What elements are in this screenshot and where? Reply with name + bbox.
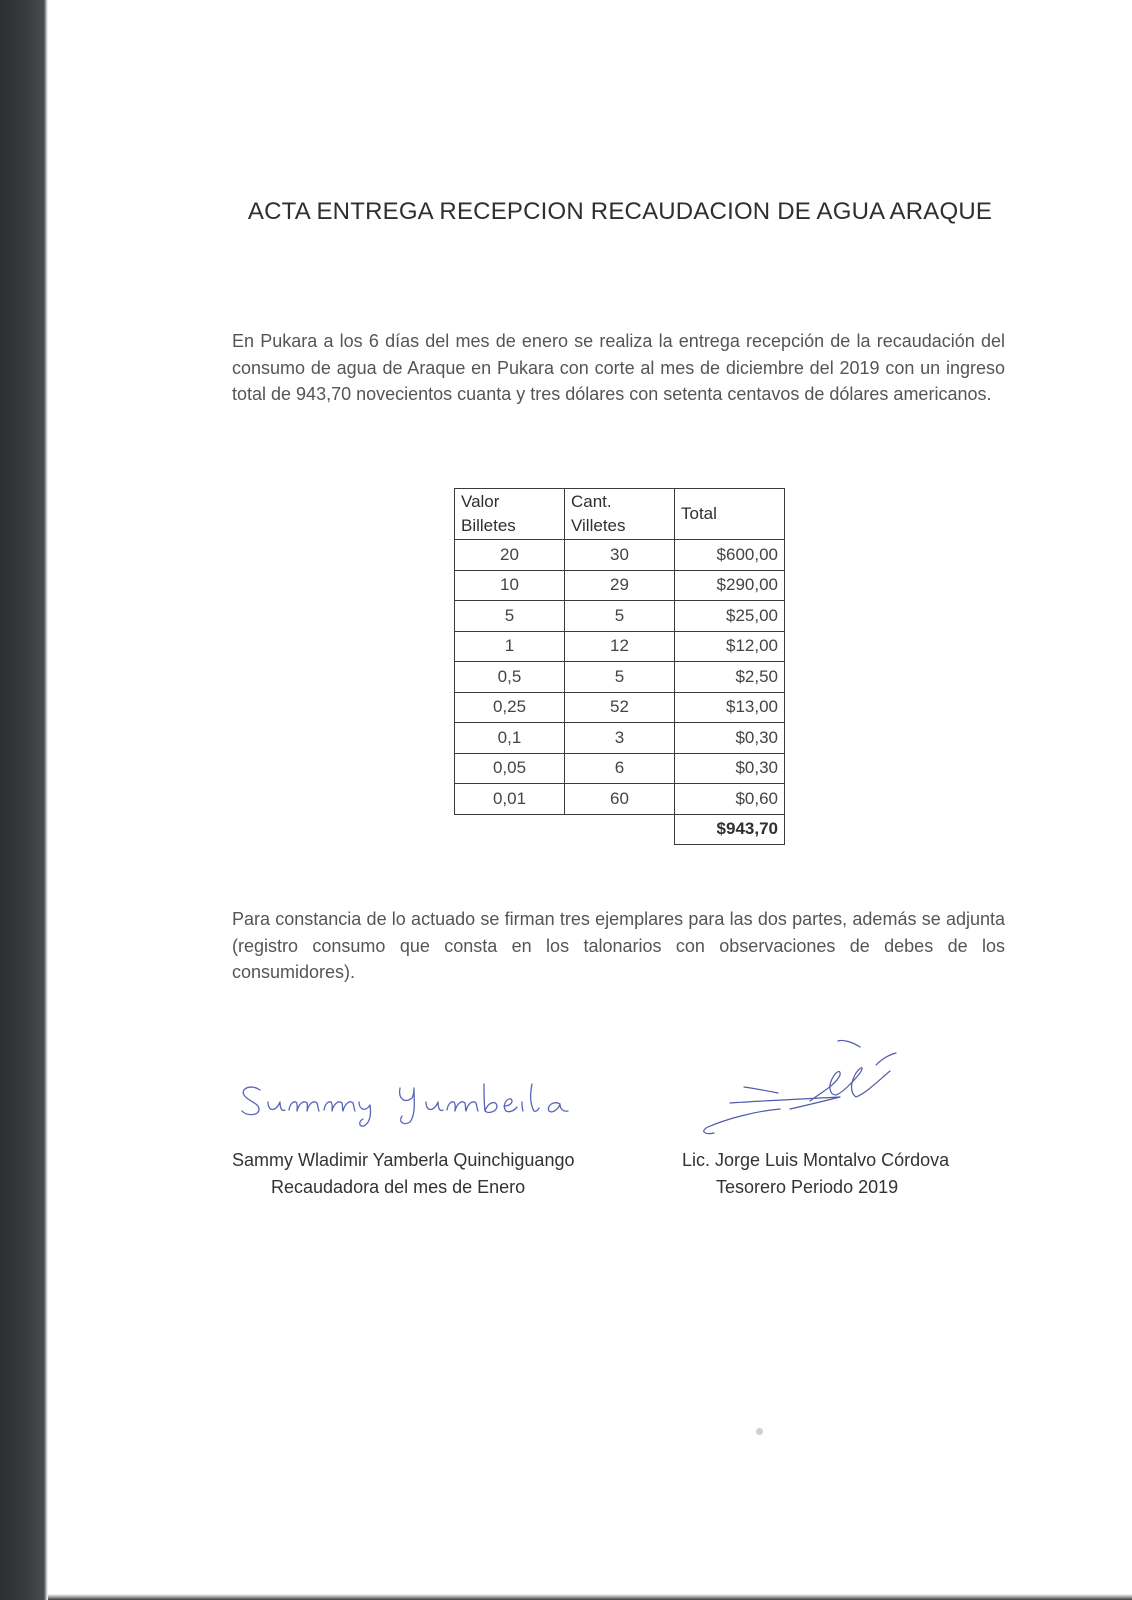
header-total: Total (675, 489, 785, 540)
cell-valor: 0,01 (455, 784, 565, 815)
cell-cantidad: 12 (565, 631, 675, 662)
cell-total: $12,00 (675, 631, 785, 662)
cell-cantidad: 3 (565, 723, 675, 754)
header-cantidad-villetes: Cant. Villetes (565, 489, 675, 540)
table-row (455, 723, 785, 754)
table-row (455, 570, 785, 601)
cell-total: $13,00 (675, 692, 785, 723)
signer-right (682, 1147, 1002, 1201)
cell-valor: 0,5 (455, 662, 565, 693)
signer-right-role: Tesorero Periodo 2019 (716, 1177, 899, 1197)
cell-total: $2,50 (675, 662, 785, 693)
cell-cantidad: 5 (565, 662, 675, 693)
cell-total: $0,30 (675, 723, 785, 754)
cell-valor: 0,1 (455, 723, 565, 754)
intro-paragraph: En Pukara a los 6 días del mes de enero se realiza la entrega recepción de la recaudación del consumo de agua de Araque en Pukara con corte al mes de diciembre del 2019 con un ingreso total de 943,70 novecientos cuanta y tres dólares con setenta centavos de dólares americanos. (232, 331, 1005, 404)
header-valor-billetes: Valor Billetes (455, 489, 565, 540)
cell-valor: 0,05 (455, 753, 565, 784)
closing-paragraph: Para constancia de lo actuado se firman tres ejemplares para las dos partes, además se adjunta (registro consumo que consta en los talonarios con observaciones de debes de los consumidores). (232, 909, 1005, 982)
table-header-row (455, 489, 785, 540)
cell-total: $0,60 (675, 784, 785, 815)
cell-valor: 0,25 (455, 692, 565, 723)
cell-cantidad: 60 (565, 784, 675, 815)
table-row (455, 784, 785, 815)
cell-cantidad: 29 (565, 570, 675, 601)
signature-left-handwritten (238, 1078, 598, 1128)
table-row (455, 692, 785, 723)
cell-valor: 1 (455, 631, 565, 662)
grand-total: $943,70 (675, 814, 785, 845)
cell-valor: 5 (455, 601, 565, 632)
cell-valor: 20 (455, 540, 565, 571)
cell-cantidad: 52 (565, 692, 675, 723)
table-row (455, 540, 785, 571)
table-row (455, 631, 785, 662)
cell-valor: 10 (455, 570, 565, 601)
table-row (455, 662, 785, 693)
cell-cantidad: 5 (565, 601, 675, 632)
empty-cell (565, 814, 675, 845)
scan-speck (756, 1428, 763, 1435)
cell-total: $25,00 (675, 601, 785, 632)
signature-right-handwritten (700, 1035, 920, 1145)
cell-cantidad: 6 (565, 753, 675, 784)
cell-total: $290,00 (675, 570, 785, 601)
scan-bottom-edge (48, 1594, 1132, 1600)
signer-left-role: Recaudadora del mes de Enero (271, 1177, 526, 1197)
denomination-table (454, 488, 785, 845)
table-row (455, 753, 785, 784)
document-title: ACTA ENTREGA RECEPCION RECAUDACION DE AGUA ARAQUE (247, 198, 993, 225)
grand-total-row (455, 814, 785, 845)
cell-cantidad: 30 (565, 540, 675, 571)
scan-edge (0, 0, 48, 1600)
signer-left (232, 1147, 612, 1201)
empty-cell (455, 814, 565, 845)
signer-left-name: Sammy Wladimir Yamberla Quinchiguango (232, 1150, 575, 1170)
cell-total: $0,30 (675, 753, 785, 784)
signer-right-name: Lic. Jorge Luis Montalvo Córdova (682, 1150, 950, 1170)
cell-total: $600,00 (675, 540, 785, 571)
table-row (455, 601, 785, 632)
